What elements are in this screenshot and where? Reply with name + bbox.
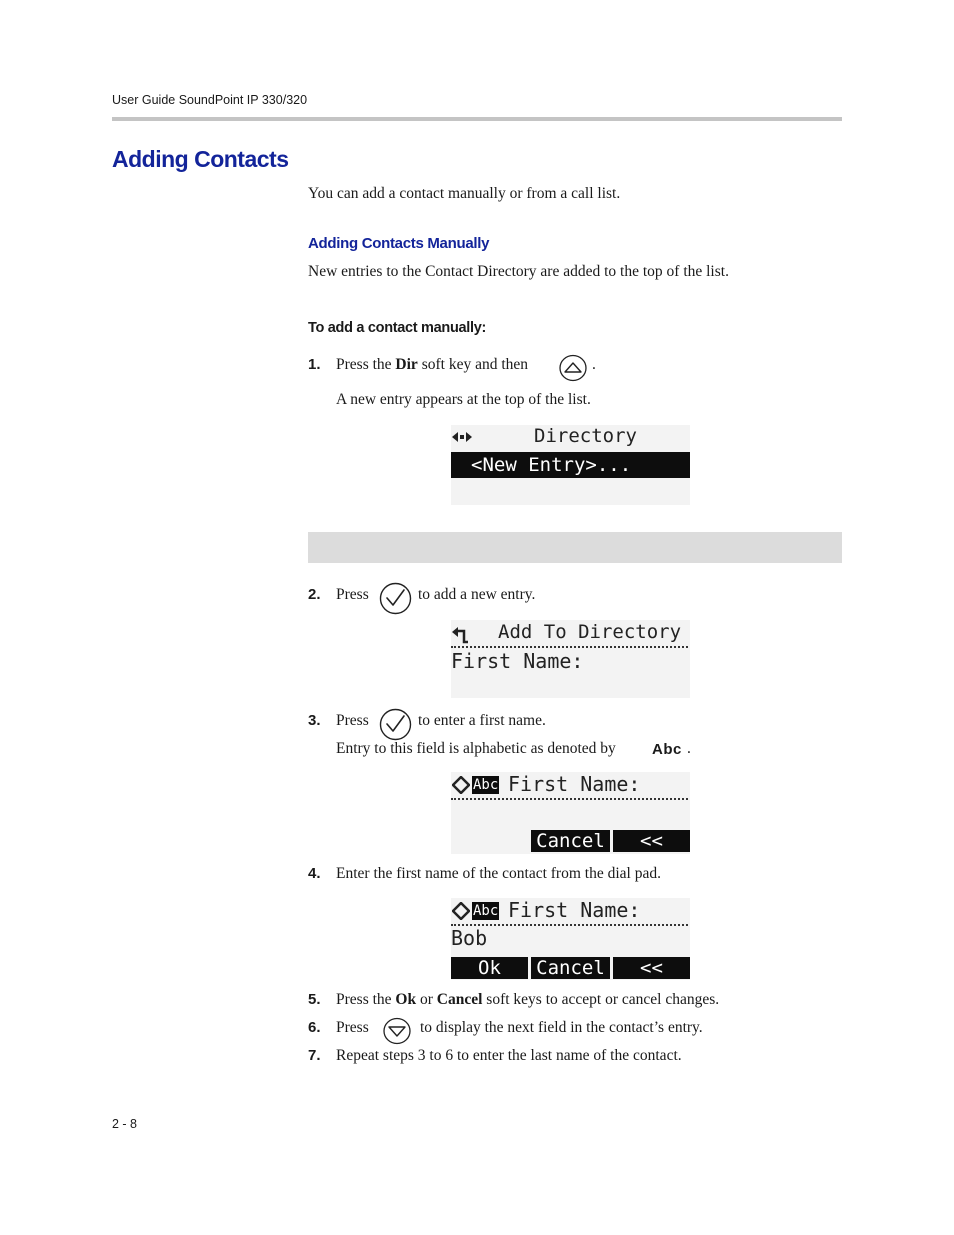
step-number: 2. (308, 586, 321, 603)
step-text: Repeat steps 3 to 6 to enter the last name of the contact. (336, 1047, 682, 1064)
step-text: Press the (336, 991, 396, 1008)
abc-mode-badge: Abc (473, 777, 499, 793)
abc-indicator: Abc (652, 741, 682, 758)
dir-softkey-label: Dir (395, 356, 418, 373)
step-number: 3. (308, 712, 321, 729)
select-check-button-icon (379, 708, 412, 741)
step-text: Press (336, 712, 369, 729)
step-text: Enter the first name of the contact from the dial pad. (336, 865, 661, 882)
lcd-add-to-directory-screen (451, 620, 690, 698)
select-check-button-icon (379, 582, 412, 615)
step-number: 6. (308, 1019, 321, 1036)
section-intro: You can add a contact manually or from a call list. (308, 185, 621, 202)
step-number: 4. (308, 865, 321, 882)
lcd-first-name-empty-screen (451, 772, 690, 854)
step-text: Press (336, 1019, 369, 1036)
subsection-intro: New entries to the Contact Directory are added to the top of the list. (308, 263, 729, 280)
gray-divider-bar (308, 532, 842, 563)
subsection-title: Adding Contacts Manually (308, 235, 490, 252)
cancel-softkey-label: Cancel (436, 991, 483, 1008)
lcd-directory-screen (451, 425, 690, 505)
step-text: Press (336, 586, 369, 603)
down-arrow-button-icon (382, 1017, 412, 1045)
step-text: to display the next field in the contact’s entry. (420, 1019, 703, 1036)
step-text: soft keys to accept or cancel changes. (482, 991, 720, 1008)
softkey-back: << (613, 957, 690, 979)
step-number: 7. (308, 1047, 321, 1064)
softkey-cancel: Cancel (531, 830, 610, 852)
running-header: User Guide SoundPoint IP 330/320 (112, 93, 308, 107)
step-text: Press the (336, 356, 396, 373)
section-title: Adding Contacts (112, 146, 289, 172)
ok-softkey-label: Ok (395, 991, 417, 1008)
step-number: 5. (308, 991, 321, 1008)
header-rule (112, 117, 842, 121)
step-5-text (336, 991, 719, 1009)
up-down-diamond-icon (452, 776, 470, 794)
lcd-field-value: Bob (451, 926, 488, 950)
step-1-note: A new entry appears at the top of the list. (336, 391, 591, 408)
up-down-diamond-icon (452, 902, 470, 920)
lcd-field-label: First Name: (451, 649, 584, 673)
lcd-first-name-bob-screen (451, 898, 690, 980)
up-arrow-button-icon (558, 354, 588, 382)
lcd-field-label: First Name: (508, 898, 641, 922)
softkey-back: << (613, 830, 690, 852)
softkey-cancel: Cancel (531, 957, 610, 979)
page-number: 2 - 8 (112, 1117, 138, 1131)
left-right-arrows-icon (451, 430, 473, 444)
step-text: soft key and then (417, 356, 529, 373)
step-note-period: . (687, 740, 691, 757)
lcd-dotted-rule (451, 646, 688, 648)
step-1-text (336, 356, 528, 374)
lcd-highlight-row: <New Entry>... (451, 452, 690, 478)
step-1-period: . (592, 356, 596, 373)
lcd-title: Add To Directory (498, 621, 682, 643)
lcd-title: Directory (534, 425, 637, 447)
step-text: or (416, 991, 437, 1008)
step-note: Entry to this field is alphabetic as denoted by (336, 740, 616, 757)
lcd-field-label: First Name: (508, 772, 641, 796)
procedure-title: To add a contact manually: (308, 320, 487, 336)
lcd-dotted-rule (451, 798, 688, 800)
step-text: to add a new entry. (418, 586, 536, 603)
back-arrow-icon (451, 626, 471, 644)
softkey-ok: Ok (451, 957, 528, 979)
step-text: to enter a first name. (418, 712, 546, 729)
abc-mode-badge: Abc (473, 903, 499, 919)
step-number: 1. (308, 356, 321, 373)
